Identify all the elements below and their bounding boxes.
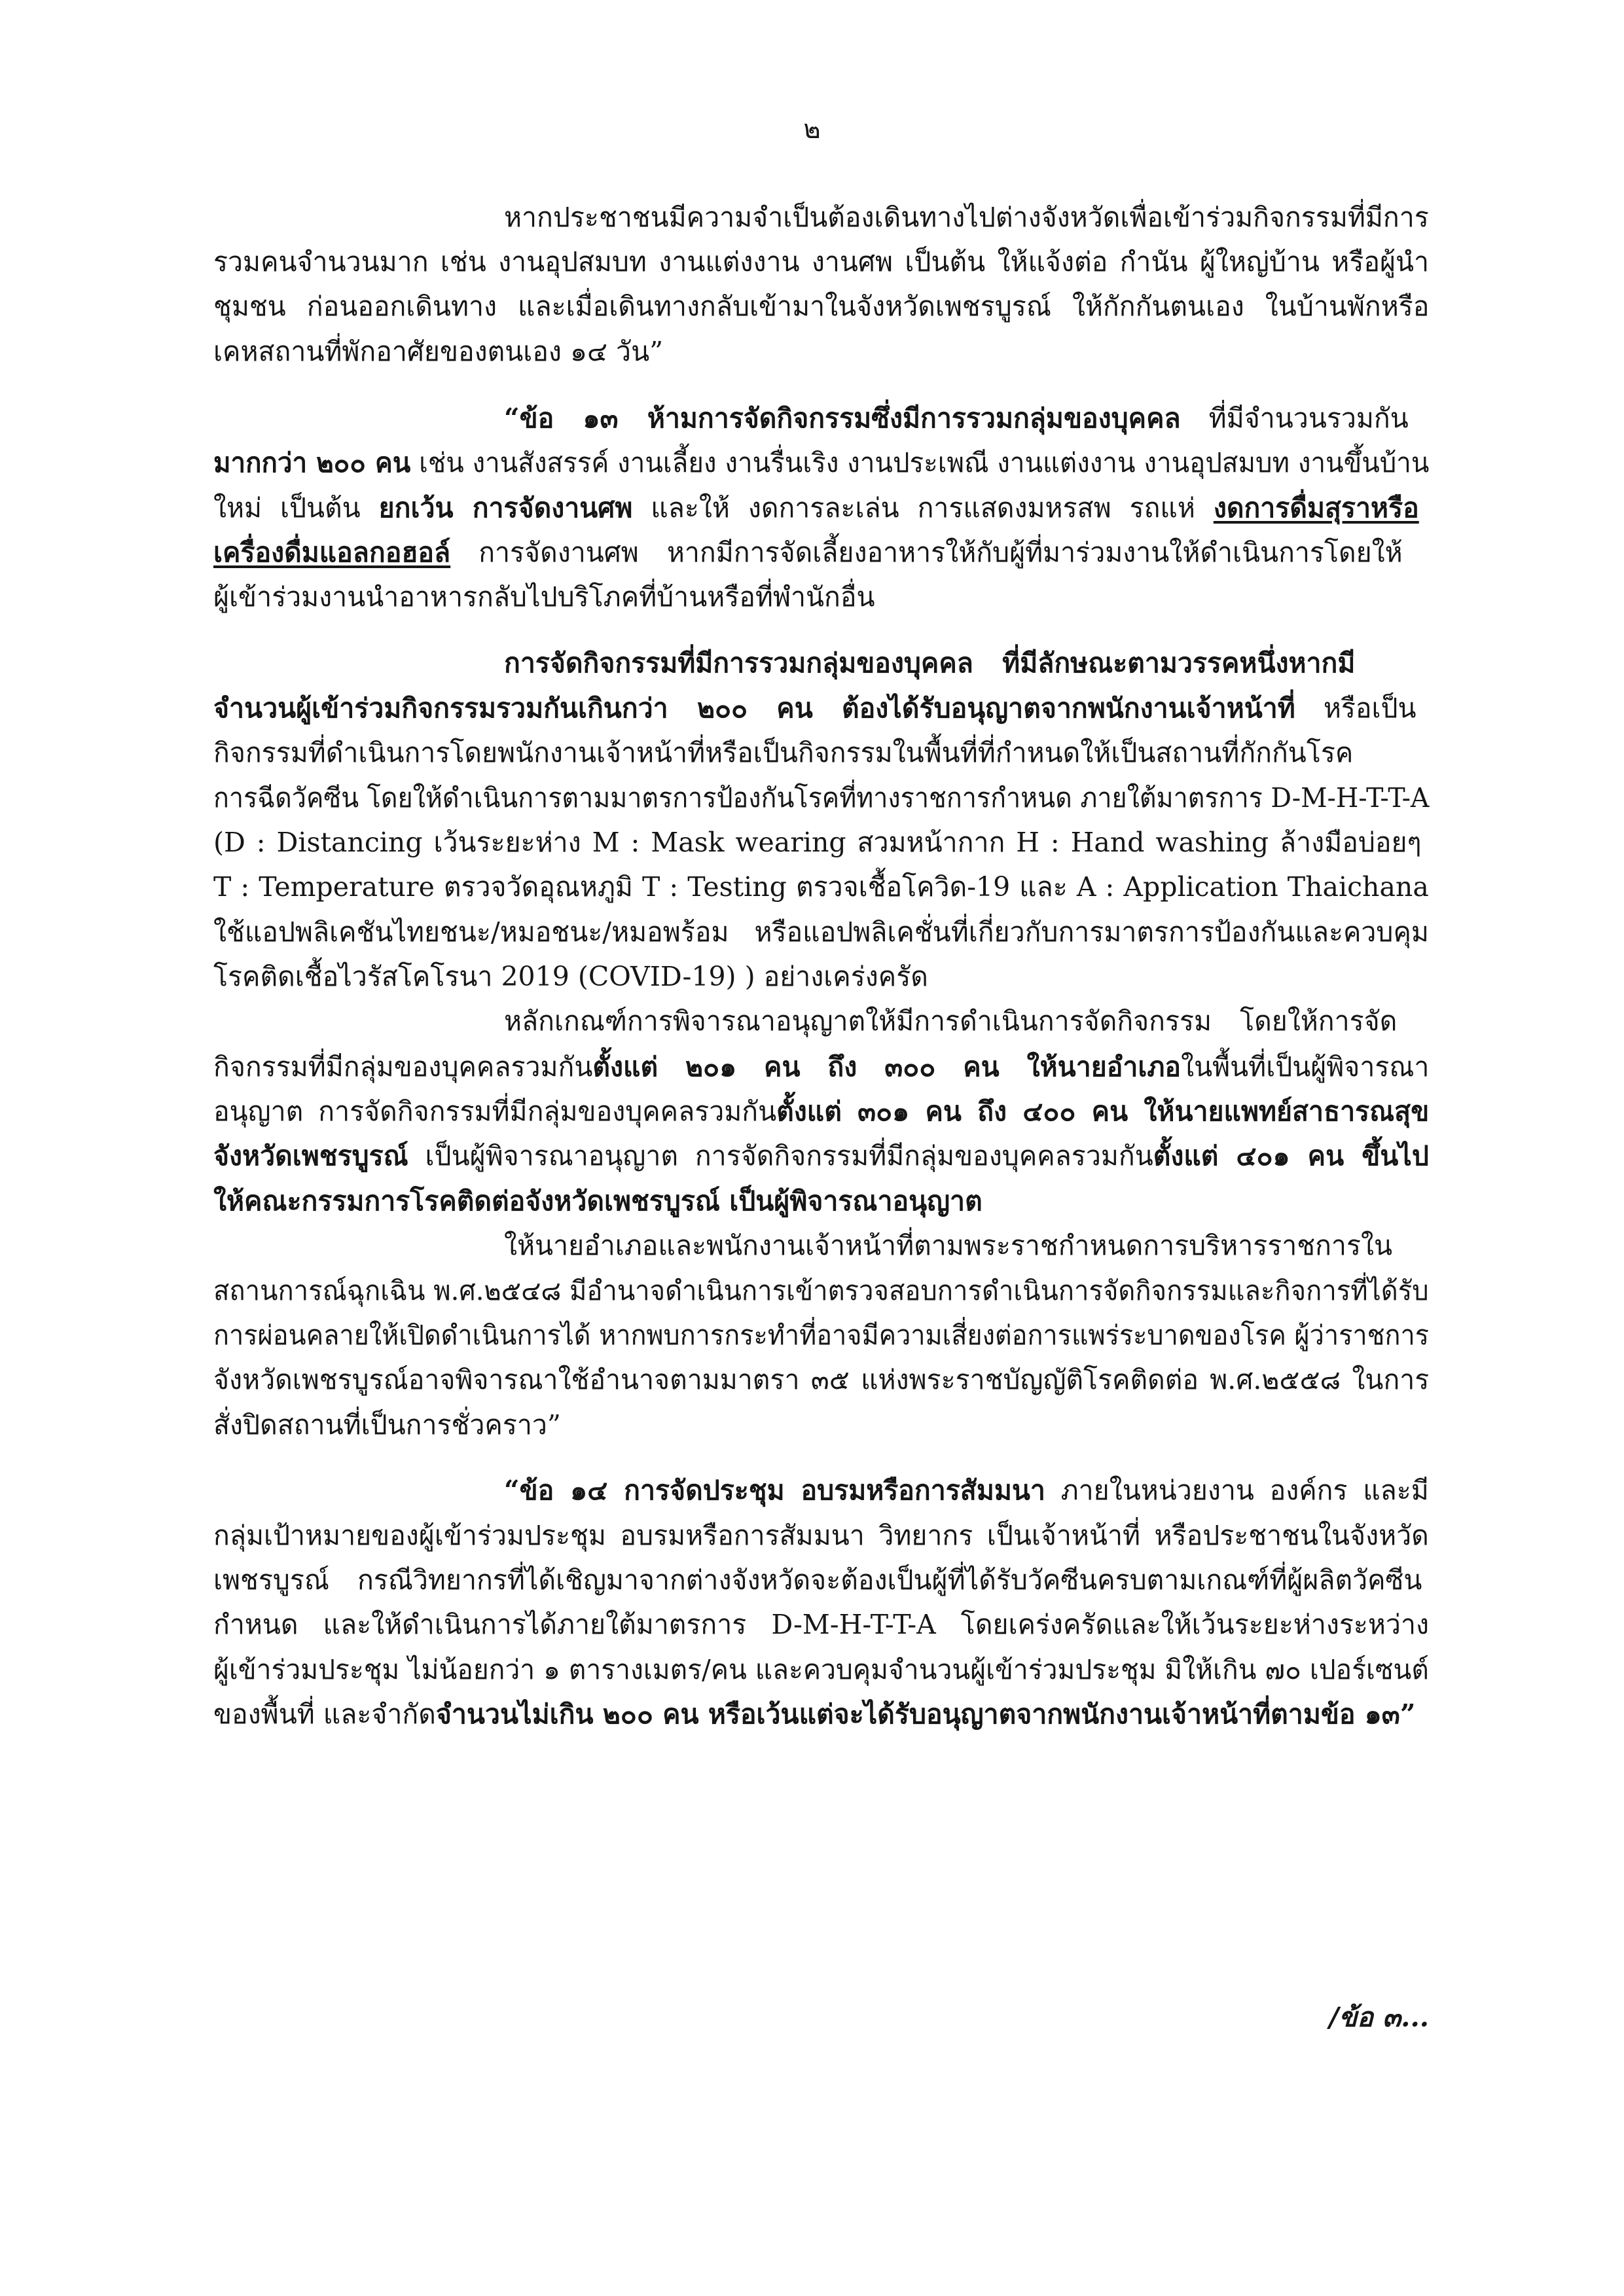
text-run-bold: “ข้อ ๑๓ ห้ามการจัดกิจกรรมซึ่งมีการรวมกลุ่มของบุคคล	[504, 403, 1181, 434]
text-line	[213, 1270, 1429, 1312]
text-run-bold: มากกว่า ๒๐๐ คน	[213, 447, 411, 478]
text-line	[213, 777, 1429, 819]
text-run: สั่งปิดสถานที่เป็นการชั่วคราว”	[213, 1409, 561, 1441]
text-run-bold: จำนวนผู้เข้าร่วมกิจกรรมรวมกันเกินกว่า ๒๐๐ คน ต้องได้รับอนุญาตจากพนักงานเจ้าหน้าที่	[213, 692, 1295, 724]
text-line	[504, 1225, 1392, 1266]
text-run: กิจกรรมที่ดำเนินการโดยพนักงานเจ้าหน้าที่หรือเป็นกิจกรรมในพื้นที่ที่กำหนดให้เป็นสถานที่กักกันโรค	[213, 737, 1354, 768]
text-run: ที่มีจำนวนรวมกัน	[1180, 403, 1409, 434]
text-line	[213, 956, 928, 997]
text-line	[504, 642, 1355, 684]
text-run: สถานการณ์ฉุกเฉิน พ.ศ.๒๕๔๘ มีอำนาจดำเนินการเข้าตรวจสอบการดำเนินการจัดกิจกรรมและกิจการที่ได้รับ	[213, 1275, 1429, 1306]
text-line	[504, 397, 1409, 439]
text-line	[213, 1135, 1429, 1177]
text-run: (D : Distancing เว้นระยะห่าง M : Mask wearing สวมหน้ากาก H : Hand washing ล้างมือบ่อยๆ	[213, 827, 1422, 858]
text-run: อนุญาต การจัดกิจกรรมที่มีกลุ่มของบุคคลรวมกัน	[213, 1096, 777, 1127]
text-line	[213, 442, 1429, 484]
text-run-bold: ให้คณะกรรมการโรคติดต่อจังหวัดเพชรบูรณ์ เป็นผู้พิจารณาอนุญาต	[213, 1185, 983, 1217]
text-run: T : Temperature ตรวจวัดอุณหภูมิ T : Testing ตรวจเชื้อโควิด-19 และ A : Application Thaichana	[213, 871, 1429, 903]
text-line	[213, 1046, 1429, 1088]
text-line	[213, 1404, 561, 1446]
text-run: ภายในหน่วยงาน องค์กร และมี	[1045, 1475, 1429, 1506]
text-run-bold: การจัดกิจกรรมที่มีการรวมกลุ่มของบุคคล ที่มีลักษณะตามวรรคหนึ่งหากมี	[504, 647, 1356, 679]
text-run-bold: จำนวนไม่เกิน ๒๐๐ คน หรือเว้นแต่จะได้รับอนุญาตจากพนักงานเจ้าหน้าที่ตามข้อ ๑๓”	[435, 1698, 1416, 1730]
text-line	[504, 196, 1429, 238]
text-run-bold: จังหวัดเพชรบูรณ์	[213, 1140, 408, 1172]
text-line	[213, 1559, 1422, 1601]
text-line	[213, 531, 1403, 573]
text-run: การจัดงานศพ หากมีการจัดเลี้ยงอาหารให้กับผู้ที่มาร่วมงานให้ดำเนินการโดยให้	[450, 537, 1403, 568]
text-run-bold: ตั้งแต่ ๒๐๑ คน ถึง ๓๐๐ คน ให้นายอำเภอ	[592, 1051, 1182, 1083]
text-run: การฉีดวัคซีน โดยให้ดำเนินการตามมาตรการป้องกันโรคที่ทางราชการกำหนด ภายใต้มาตรการ D-M-H-T-T-A	[213, 782, 1430, 814]
text-run: ชุมชน ก่อนออกเดินทาง และเมื่อเดินทางกลับเข้ามาในจังหวัดเพชรบูรณ์ ให้กักกันตนเอง ในบ้านพักหรือ	[213, 291, 1430, 322]
continuation-marker: /ข้อ ๓...	[1329, 2001, 1429, 2033]
text-run: กลุ่มเป้าหมายของผู้เข้าร่วมประชุม อบรมหรือการสัมมนา วิทยากร เป็นเจ้าหน้าที่ หรือประชาชนในจังหวัด	[213, 1520, 1429, 1551]
text-run: ในพื้นที่เป็นผู้พิจารณา	[1181, 1051, 1430, 1083]
text-run: หากประชาชนมีความจำเป็นต้องเดินทางไปต่างจังหวัดเพื่อเข้าร่วมกิจกรรมที่มีการ	[504, 202, 1429, 233]
text-line	[213, 285, 1429, 327]
text-run-bold: ตั้งแต่ ๔๐๑ คน ขึ้นไป	[1153, 1140, 1429, 1172]
text-run: เป็นผู้พิจารณาอนุญาต การจัดกิจกรรมที่มีกลุ่มของบุคคลรวมกัน	[408, 1140, 1153, 1172]
text-run: ของพื้นที่ และจำกัด	[213, 1698, 436, 1730]
text-line	[213, 1649, 1429, 1691]
text-line	[213, 1515, 1429, 1556]
text-run: หลักเกณฑ์การพิจารณาอนุญาตให้มีการดำเนินการจัดกิจกรรม โดยให้การจัด	[504, 1005, 1398, 1037]
text-line	[213, 1693, 1415, 1735]
text-run-bold: ตั้งแต่ ๓๐๑ คน ถึง ๔๐๐ คน ให้นายแพทย์สาธารณสุข	[776, 1096, 1430, 1127]
text-run-bold: “ข้อ ๑๔ การจัดประชุม อบรมหรือการสัมมนา	[504, 1475, 1045, 1506]
text-line	[213, 866, 1429, 908]
text-run: ใหม่ เป็นต้น	[213, 492, 379, 524]
text-run: ให้นายอำเภอและพนักงานเจ้าหน้าที่ตามพระราชกำหนดการบริหารราชการใน	[504, 1230, 1393, 1261]
text-run: กำหนด และให้ดำเนินการได้ภายใต้มาตรการ D-M-H-T-T-A โดยเคร่งครัดและให้เว้นระยะห่างระหว่าง	[213, 1609, 1429, 1640]
text-run-bold: ยกเว้น การจัดงานศพ	[378, 492, 633, 524]
text-run: และให้ งดการละเล่น การแสดงมหรสพ รถแห่	[632, 492, 1214, 524]
text-run-bold: งดการดื่มสุราหรือ	[1213, 492, 1419, 524]
text-run: เคหสถานที่พักอาศัยของตนเอง ๑๔ วัน”	[213, 336, 664, 367]
text-line	[213, 1359, 1429, 1401]
page-number: ๒	[803, 115, 821, 145]
text-run: ผู้เข้าร่วมประชุม ไม่น้อยกว่า ๑ ตารางเมตร/คน และควบคุมจำนวนผู้เข้าร่วมประชุม มิให้เกิน ๗๐ เปอร์เซนต์	[213, 1654, 1429, 1685]
text-run: เพชรบูรณ์ กรณีวิทยากรที่ได้เชิญมาจากต่างจังหวัดจะต้องเป็นผู้ที่ได้รับวัคซีนครบตามเกณฑ์ที่ผู้ผลิตวัคซีน	[213, 1564, 1422, 1596]
text-line	[213, 331, 663, 372]
text-line	[213, 732, 1353, 774]
text-line	[213, 241, 1429, 283]
text-run: การผ่อนคลายให้เปิดดำเนินการได้ หากพบการกระทำที่อาจมีความเสี่ยงต่อการแพร่ระบาดของโรค ผู้ว่าราชการ	[213, 1319, 1430, 1351]
text-line	[213, 576, 875, 618]
text-line	[213, 821, 1422, 863]
text-run: โรคติดเชื้อไวรัสโคโรนา 2019 (COVID-19) ) อย่างเคร่งครัด	[213, 961, 928, 992]
text-line	[213, 687, 1416, 729]
text-run: เช่น งานสังสรรค์ งานเลี้ยง งานรื่นเริง งานประเพณี งานแต่งงาน งานอุปสมบท งานขึ้นบ้าน	[410, 447, 1430, 478]
text-line	[213, 911, 1429, 953]
text-run-bold: เครื่องดื่มแอลกอฮอล์	[213, 537, 451, 568]
text-run: ผู้เข้าร่วมงานนำอาหารกลับไปบริโภคที่บ้านหรือที่พำนักอื่น	[213, 581, 875, 613]
text-line	[213, 487, 1419, 529]
text-line	[504, 1469, 1429, 1511]
text-line	[213, 1180, 983, 1222]
text-line	[213, 1604, 1429, 1645]
text-run: รวมคนจำนวนมาก เช่น งานอุปสมบท งานแต่งงาน งานศพ เป็นต้น ให้แจ้งต่อ กำนัน ผู้ใหญ่บ้าน หรือผู้นำ	[213, 246, 1430, 278]
text-line	[504, 1000, 1397, 1042]
text-run: หรือเป็น	[1295, 692, 1416, 724]
text-line	[213, 1314, 1429, 1356]
text-run: กิจกรรมที่มีกลุ่มของบุคคลรวมกัน	[213, 1051, 593, 1083]
text-run: ใช้แอปพลิเคชันไทยชนะ/หมอชนะ/หมอพร้อม หรือแอปพลิเคชั่นที่เกี่ยวกับการมาตรการป้องกันและควบคุม	[213, 916, 1429, 948]
text-line	[213, 1090, 1429, 1132]
text-run: จังหวัดเพชรบูรณ์อาจพิจารณาใช้อำนาจตามมาตรา ๓๕ แห่งพระราชบัญญัติโรคติดต่อ พ.ศ.๒๕๕๘ ในการ	[213, 1364, 1430, 1395]
